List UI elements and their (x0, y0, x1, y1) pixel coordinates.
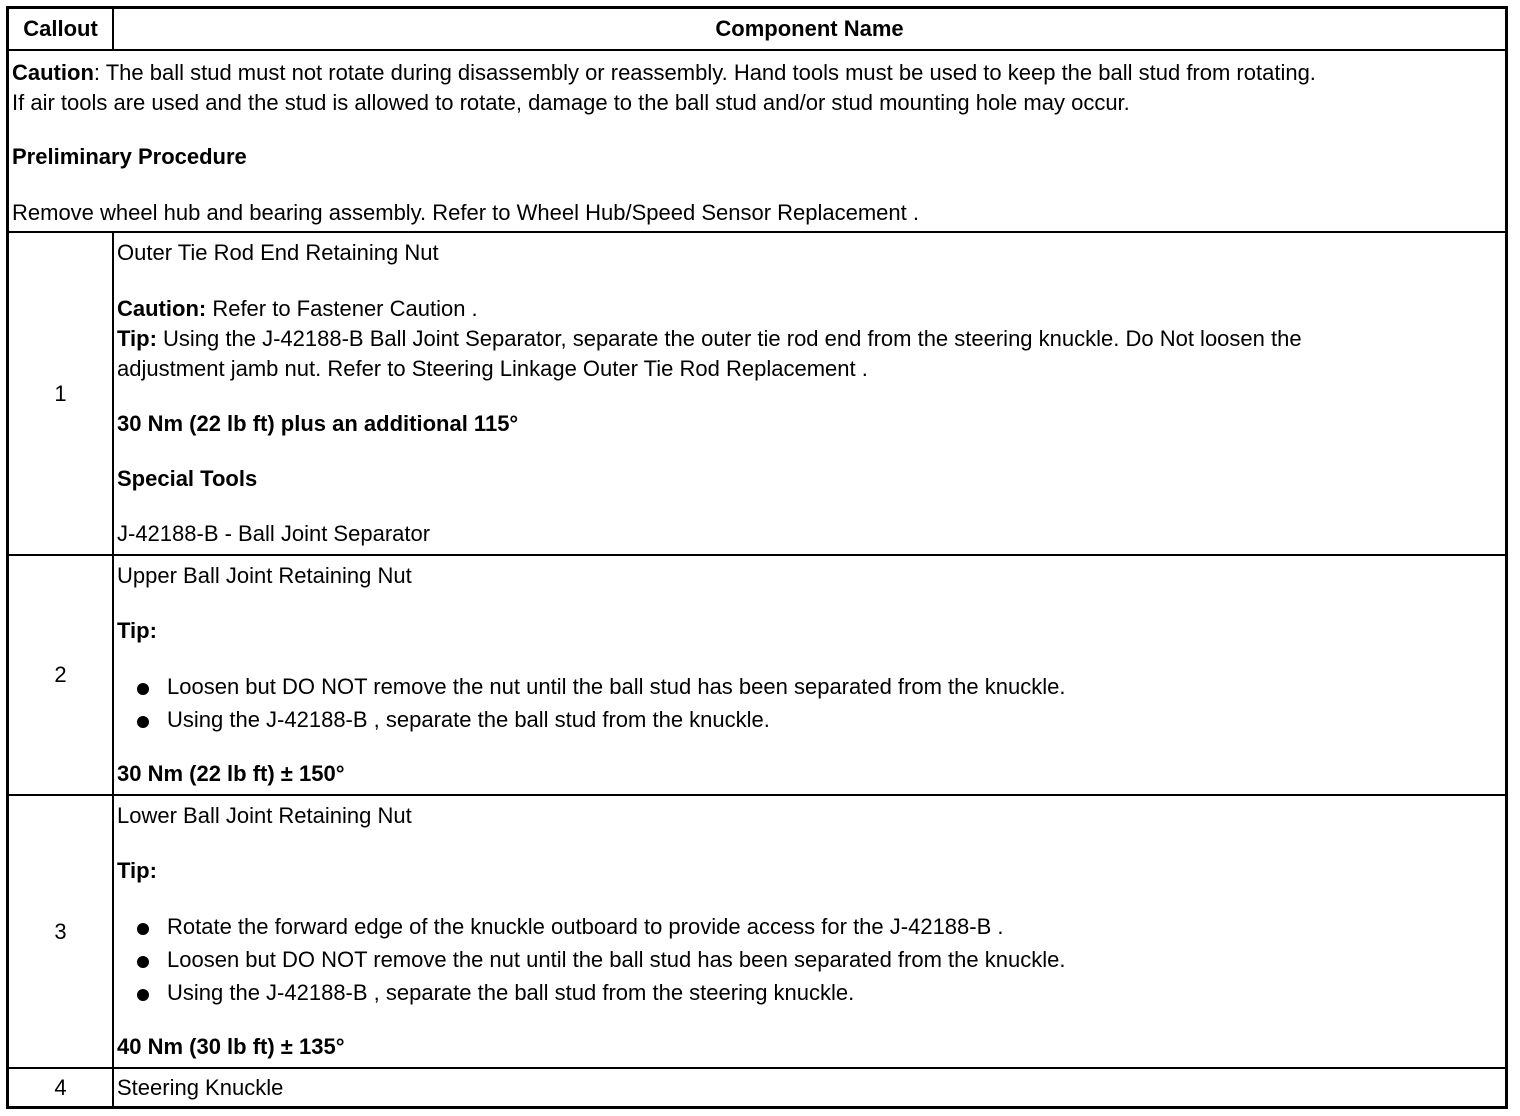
component-title: Lower Ball Joint Retaining Nut (117, 803, 412, 828)
preliminary-procedure-text: Remove wheel hub and bearing assembly. Refer to Wheel Hub/Speed Sensor Replacement . (12, 200, 919, 225)
special-tools-heading: Special Tools (117, 466, 258, 491)
tip-label: Tip: (117, 326, 157, 351)
intro-cell (9, 51, 1505, 231)
preliminary-procedure-heading: Preliminary Procedure (12, 144, 247, 169)
table-header-row (9, 9, 1505, 51)
component-title: Upper Ball Joint Retaining Nut (117, 563, 412, 588)
tip-line-2: adjustment jamb nut. Refer to Steering Linkage Outer Tie Rod Replacement . (117, 356, 868, 381)
torque-spec: 30 Nm (22 lb ft) plus an additional 115° (117, 411, 519, 436)
intro-caution-line-1 (12, 58, 1316, 88)
bullet-icon (137, 923, 149, 935)
bullet-icon (137, 716, 149, 728)
component-name-header (114, 9, 1505, 49)
tip-bullet-item: Using the J-42188-B , separate the ball stud from the steering knuckle. (167, 980, 855, 1005)
component-cell (114, 233, 1505, 554)
intro-caution-text-1: : The ball stud must not rotate during disassembly or reassembly. Hand tools must be used to keep the ball stud from rotating. (93, 60, 1316, 85)
component-table (6, 6, 1508, 1109)
callout-number: 4 (9, 1069, 114, 1106)
torque-spec: 30 Nm (22 lb ft) ± 150° (117, 761, 345, 786)
component-cell (114, 1069, 1505, 1106)
caution-line (117, 294, 478, 324)
tip-bullet-item: Loosen but DO NOT remove the nut until the ball stud has been separated from the knuckle. (167, 947, 1066, 972)
tip-bullet-item: Loosen but DO NOT remove the nut until the ball stud has been separated from the knuckle. (167, 674, 1066, 699)
torque-spec: 40 Nm (30 lb ft) ± 135° (117, 1034, 345, 1059)
component-name-header-label: Component Name (715, 16, 904, 41)
caution-label: Caution: (117, 296, 207, 321)
table-row (9, 796, 1505, 1069)
callout-number: 2 (9, 556, 114, 794)
special-tool-item: J-42188-B - Ball Joint Separator (117, 521, 431, 546)
bullet-icon (137, 956, 149, 968)
tip-bullet-item: Using the J-42188-B , separate the ball stud from the knuckle. (167, 707, 770, 732)
tip-line-1 (117, 324, 1302, 354)
tip-label: Tip: (117, 618, 157, 643)
callout-header: Callout (9, 9, 114, 49)
callout-number: 1 (9, 233, 114, 554)
tip-text-1: Using the J-42188-B Ball Joint Separator, separate the outer tie rod end from the steering knuckle. Do Not loosen the (156, 326, 1302, 351)
component-cell (114, 556, 1505, 794)
component-title: Outer Tie Rod End Retaining Nut (117, 240, 439, 265)
bullet-icon (137, 989, 149, 1001)
table-row (9, 233, 1505, 556)
intro-caution-line-2: If air tools are used and the stud is allowed to rotate, damage to the ball stud and/or stud mounting hole may occur. (12, 90, 1130, 115)
tip-bullet-item: Rotate the forward edge of the knuckle outboard to provide access for the J-42188-B . (167, 914, 1004, 939)
table-row (9, 1069, 1505, 1106)
intro-caution-label: Caution (12, 60, 94, 85)
bullet-icon (137, 683, 149, 695)
table-row (9, 556, 1505, 796)
caution-text: Refer to Fastener Caution . (206, 296, 478, 321)
component-title: Steering Knuckle (117, 1075, 284, 1100)
callout-number: 3 (9, 796, 114, 1067)
intro-row (9, 51, 1505, 233)
component-cell (114, 796, 1505, 1067)
tip-label: Tip: (117, 858, 157, 883)
